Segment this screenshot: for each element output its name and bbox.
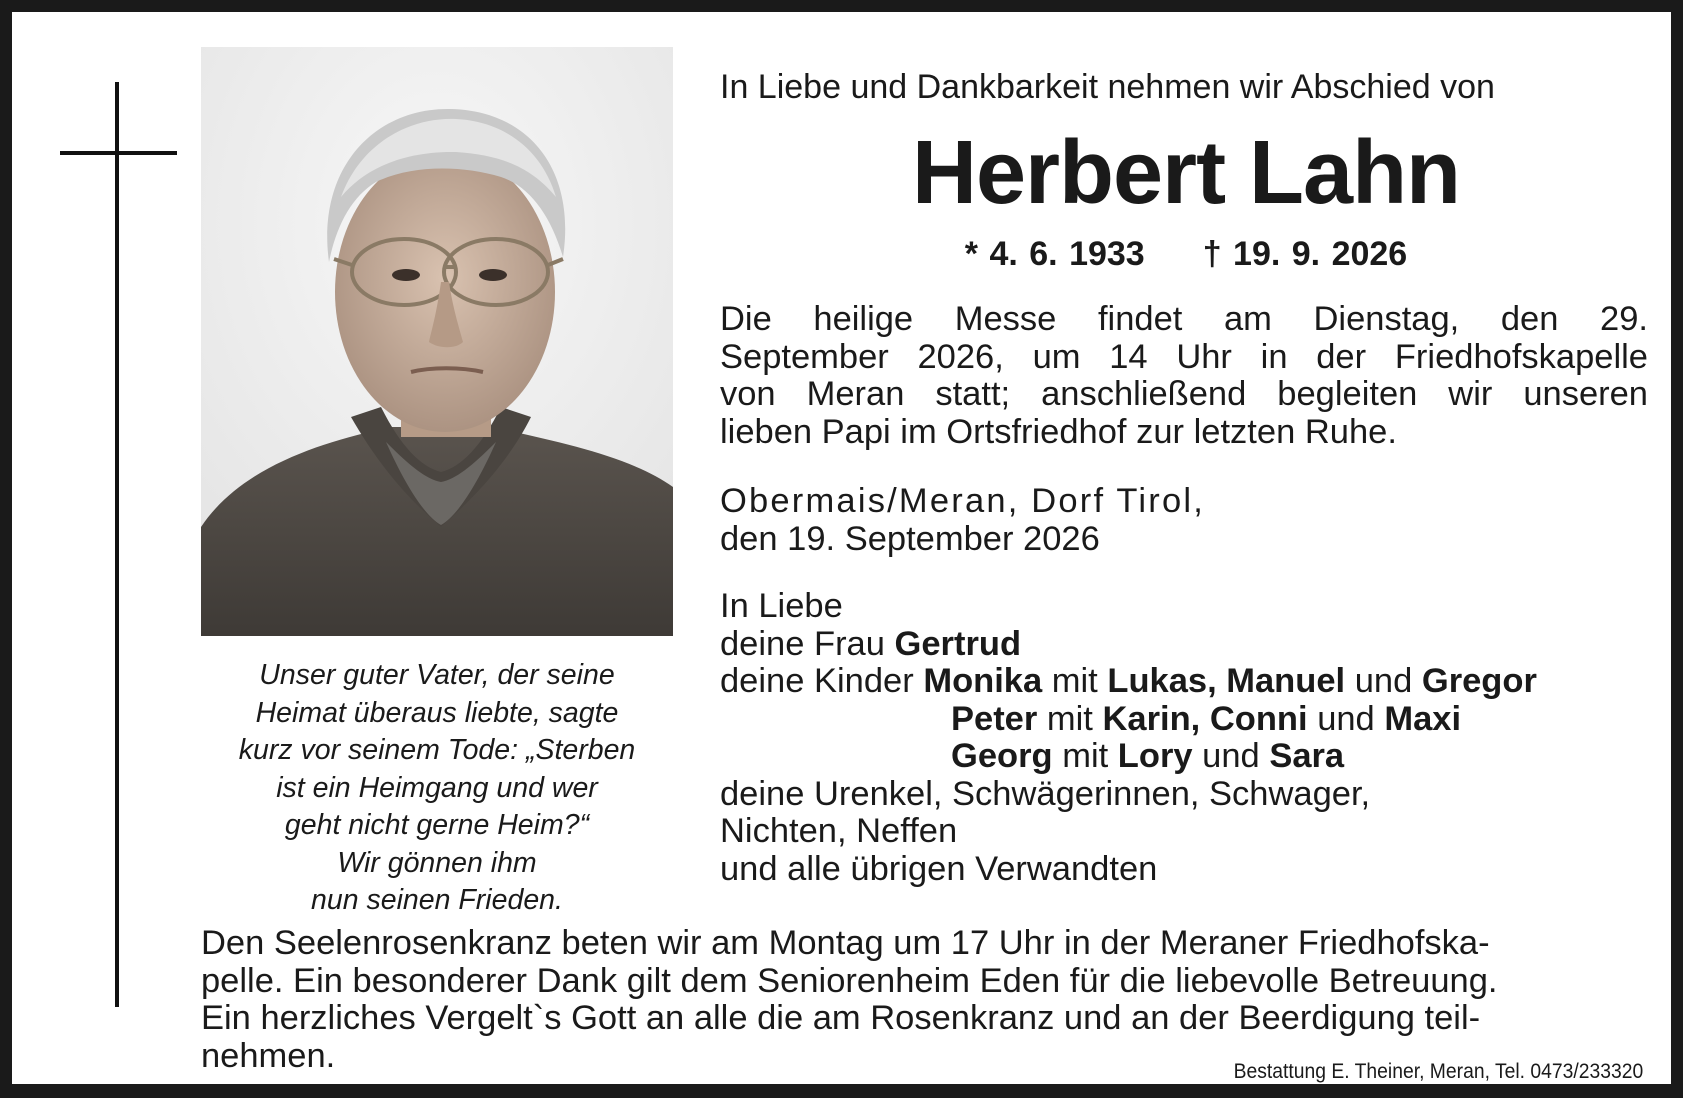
rosary-line: pelle. Ein besonderer Dank gilt dem Seniorenheim Eden für die liebevolle Betreuung. xyxy=(201,961,1498,1000)
rosary-line: nehmen. xyxy=(201,1036,336,1075)
portrait-photo xyxy=(201,47,673,636)
mourners-others: Nichten, Neffen xyxy=(720,812,958,850)
mourners-others: und alle übrigen Verwandten xyxy=(720,849,1158,888)
quote-line: kurz vor seinem Tode: „Sterben xyxy=(238,734,636,766)
connector: mit xyxy=(1062,737,1109,775)
connector: und xyxy=(1354,662,1413,700)
place-date xyxy=(720,482,1205,558)
connector: mit xyxy=(1051,662,1098,700)
mourners-others: deine Urenkel, Schwägerinnen, Schwager, xyxy=(720,774,1371,813)
quote-line: Unser guter Vater, der seine xyxy=(259,659,615,691)
life-dates xyxy=(720,235,1652,274)
mourners-heading: In Liebe xyxy=(720,587,843,625)
date: den 19. September 2026 xyxy=(720,520,1100,558)
rosary-notice xyxy=(201,925,1651,1075)
family-name: Sara xyxy=(1269,737,1345,775)
quote-line: geht nicht gerne Heim?“ xyxy=(284,809,590,841)
rosary-line: Ein herzliches Vergelt`s Gott an alle die am Rosenkranz und an der Beerdigung teil- xyxy=(201,999,1481,1037)
mourner-children xyxy=(720,663,1537,701)
death-date: † 19. 9. 2026 xyxy=(1202,235,1408,273)
child-name: Georg xyxy=(951,737,1053,775)
rosary-line: Den Seelenrosenkranz beten wir am Montag um 17 Uhr in der Meraner Friedhofska- xyxy=(201,924,1490,962)
mourner-child xyxy=(720,738,1537,776)
mass-line: lieben Papi im Ortsfriedhof zur letzten Ruhe. xyxy=(720,412,1397,451)
cross-vertical-bar xyxy=(115,82,119,1007)
wife-name: Gertrud xyxy=(894,624,1022,663)
connector: und xyxy=(1202,737,1260,775)
cross-horizontal-bar xyxy=(60,151,177,155)
quote xyxy=(201,657,673,920)
mourner-child xyxy=(720,701,1537,739)
quote-line: Wir gönnen ihm xyxy=(337,846,537,879)
connector: mit xyxy=(1046,699,1093,738)
mass-line: Die heilige Messe findet am Dienstag, den 29. xyxy=(720,300,1648,338)
mourner-wife xyxy=(720,626,1537,664)
child-name: Monika xyxy=(923,662,1043,700)
quote-line: Heimat überaus liebte, sagte xyxy=(255,696,619,729)
mass-line: von Meran statt; anschließend begleiten wir unseren xyxy=(720,375,1648,413)
family-names: Karin, Conni xyxy=(1102,699,1308,738)
child-name: Peter xyxy=(951,699,1038,738)
family-name: Lory xyxy=(1117,737,1193,775)
quote-line: nun seinen Frieden. xyxy=(311,884,563,916)
quote-line: ist ein Heimgang und wer xyxy=(276,771,598,804)
connector: und xyxy=(1317,699,1375,738)
grandchildren-names: Lukas, Manuel xyxy=(1107,662,1346,700)
birth-date: * 4. 6. 1933 xyxy=(964,235,1145,273)
mass-notice xyxy=(720,301,1648,451)
grandchild-name: Gregor xyxy=(1421,662,1537,700)
children-prefix: deine Kinder xyxy=(720,662,914,700)
deceased-name: Herbert Lahn xyxy=(911,123,1461,223)
intro-line: In Liebe und Dankbarkeit nehmen wir Abschied von xyxy=(720,68,1495,106)
undertaker-credit: Bestattung E. Theiner, Meran, Tel. 0473/233320 xyxy=(1233,1060,1643,1083)
family-name: Maxi xyxy=(1384,699,1462,738)
wife-prefix: deine Frau xyxy=(720,624,885,663)
mourners-list xyxy=(720,588,1537,888)
mass-line: September 2026, um 14 Uhr in der Friedhofskapelle xyxy=(720,337,1648,376)
place: Obermais/Meran, Dorf Tirol, xyxy=(720,482,1206,520)
